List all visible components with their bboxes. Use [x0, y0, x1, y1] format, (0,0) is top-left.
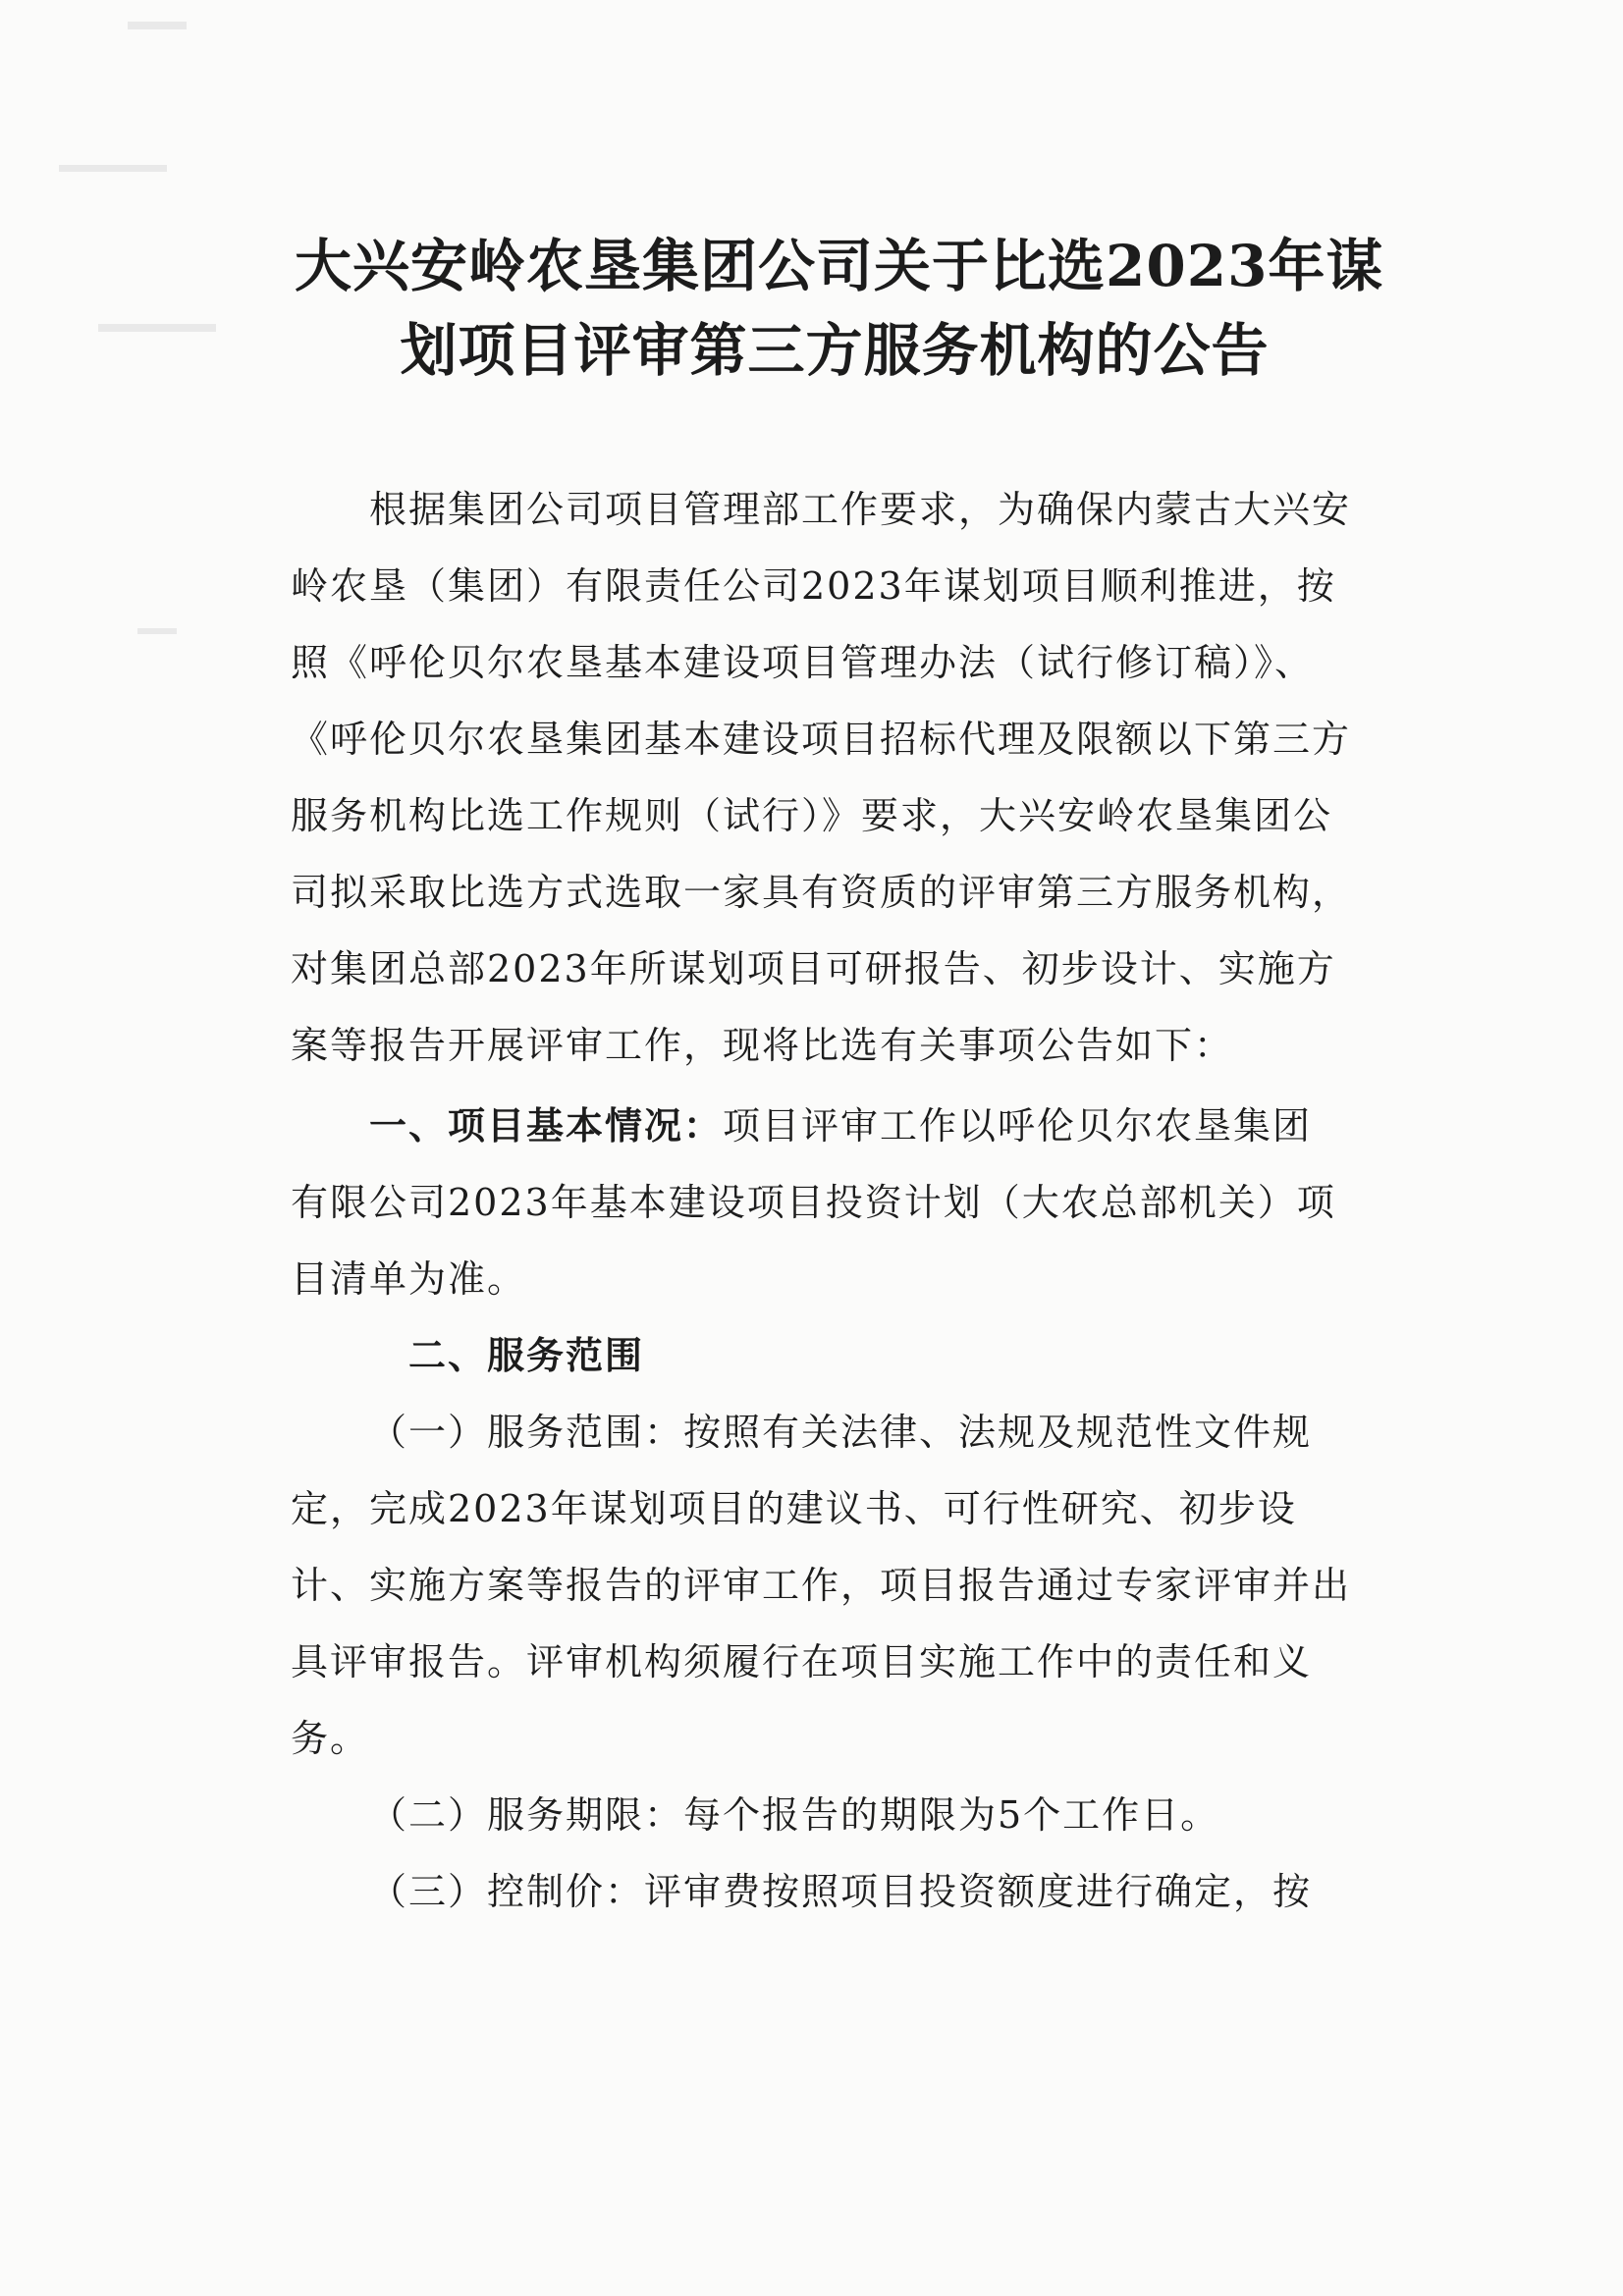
control-price-item: （三）控制价：评审费按照项目投资额度进行确定，按	[369, 1870, 1313, 1913]
scan-mark	[98, 324, 216, 332]
scan-mark	[128, 22, 187, 29]
section-1-paragraph	[291, 1088, 1351, 1317]
section-1-text: 项目评审工作以呼伦贝尔农垦集团有限公司2023年基本建设项目投资计划（大农总部机关）项目清单为准。	[291, 1104, 1336, 1301]
intro-paragraph: 根据集团公司项目管理部工作要求，为确保内蒙古大兴安岭农垦（集团）有限责任公司2023年谋划项目顺利推进，按照《呼伦贝尔农垦基本建设项目管理办法（试行修订稿）》、《呼伦贝尔农垦集团基本建设项目招标代理及限额以下第三方服务机构比选工作规则（试行）》要求，大兴安岭农垦集团公司拟采取比选方式选取一家具有资质的评审第三方服务机构，对集团总部2023年所谋划项目可研报告、初步设计、实施方案等报告开展评审工作，现将比选有关事项公告如下：	[291, 488, 1352, 1067]
section-2-heading: 二、服务范围	[408, 1333, 645, 1377]
scan-mark	[59, 165, 167, 172]
title-line-1: 大兴安岭农垦集团公司关于比选2023年谋	[295, 233, 1384, 299]
scan-mark	[137, 628, 177, 634]
document-title	[295, 224, 1384, 393]
document-body	[291, 471, 1351, 1930]
service-scope-item: （一）服务范围：按照有关法律、法规及规范性文件规定，完成2023年谋划项目的建议书、可行性研究、初步设计、实施方案等报告的评审工作，项目报告通过专家评审并出具评审报告。评审机构须履行在项目实施工作中的责任和义务。	[291, 1411, 1352, 1760]
title-line-2: 划项目评审第三方服务机构的公告	[400, 317, 1270, 384]
service-period-item: （二）服务期限：每个报告的期限为5个工作日。	[369, 1793, 1220, 1837]
section-1-heading: 一、项目基本情况：	[369, 1103, 724, 1148]
